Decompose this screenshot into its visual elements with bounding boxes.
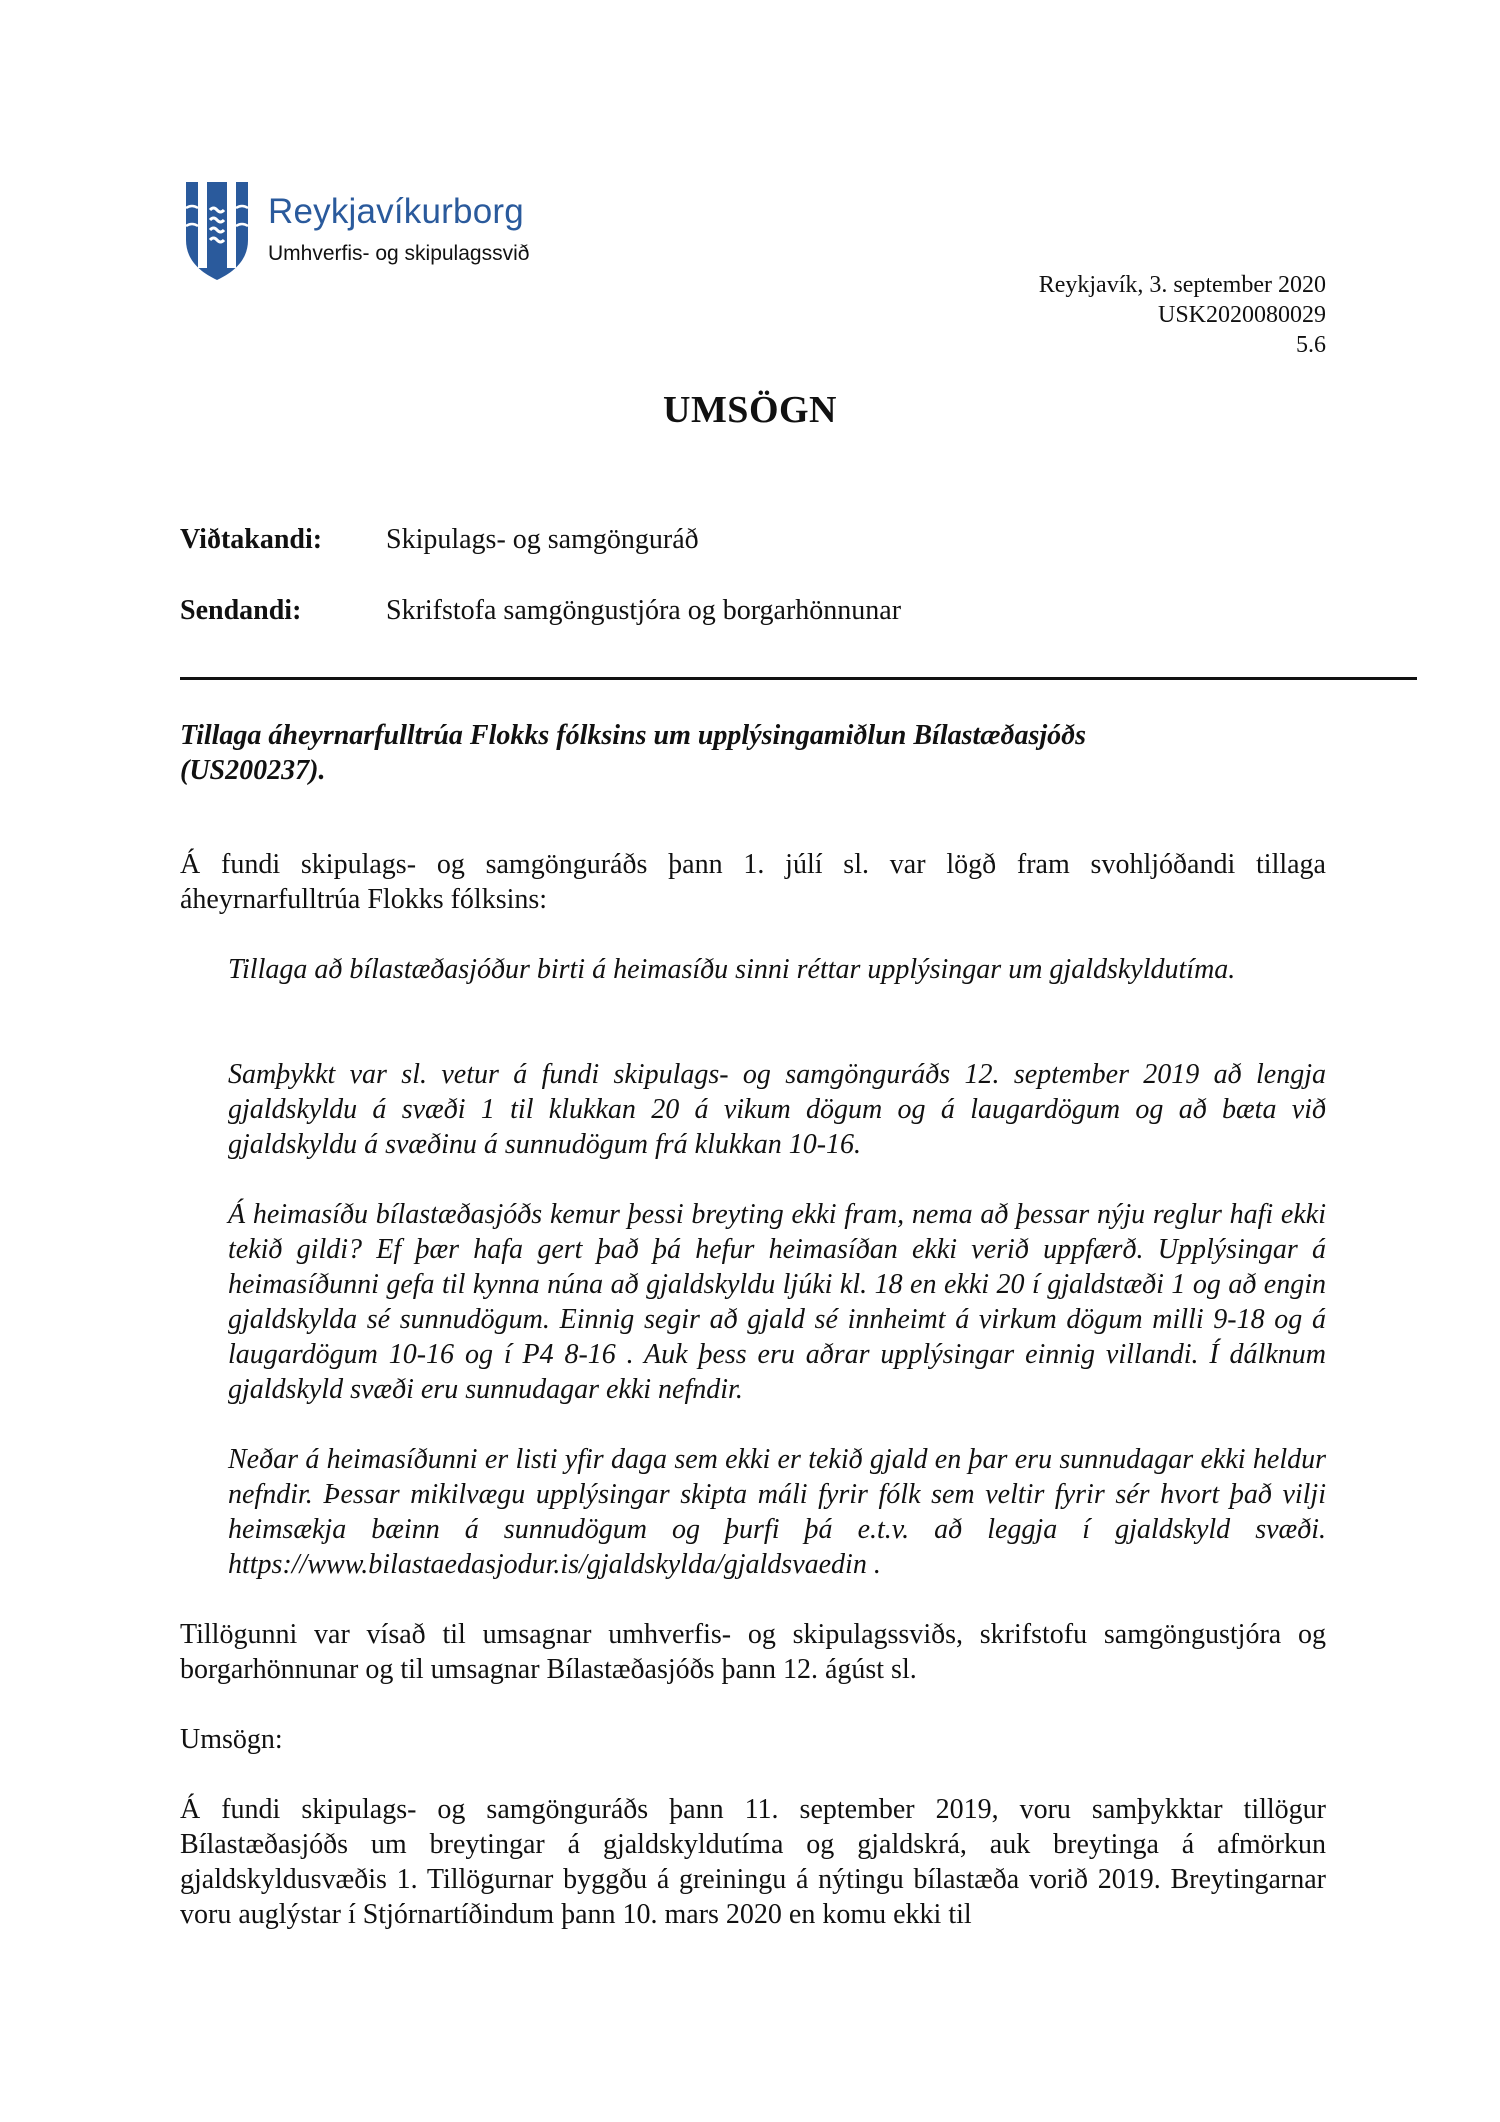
sender-label: Sendandi: xyxy=(180,595,302,626)
recipient-label: Viðtakandi: xyxy=(180,524,323,555)
subject-heading: Tillaga áheyrnarfulltrúa Flokks fólksins um upplýsingamiðlun Bílastæðasjóðs (US200237). xyxy=(180,720,1087,786)
quote-paragraph-3: Á heimasíðu bílastæðasjóðs kemur þessi breyting ekki fram, nema að þessar nýju reglur hafi ekki tekið gildi? Ef þær hafa gert það þá hefur heimasíðan ekki verið uppfærð. Upplýsingar á heimasíðunni gefa til kynna núna að gjaldskyldu ljúki kl. 18 en ekki 20 í gjaldstæði 1 og að engin gjaldskylda sé sunnudögum. Einnig segir að gjald sé innheimt á virkum dögum milli 9-18 og á laugardögum 10-16 og í P4 8-16 . Auk þess eru aðrar upplýsingar einnig villandi. Í dálknum gjaldskyld svæði eru sunnudagar ekki nefndir. xyxy=(228,1199,1326,1405)
quote-paragraph-1: Tillaga að bílastæðasjóður birti á heimasíðu sinni réttar upplýsingar um gjaldskyldutíma. xyxy=(228,954,1236,985)
case-number: USK2020080029 xyxy=(1157,302,1326,328)
coat-of-arms-icon xyxy=(184,178,250,282)
quote-paragraph-2: Samþykkt var sl. vetur á fundi skipulags- og samgönguráðs 12. september 2019 að lengja gjaldskyldu á svæði 1 til klukkan 20 á vikum dögum og á laugardögum og að bæta við gjaldskyldu á svæðinu á sunnudögum frá klukkan 10-16. xyxy=(228,1059,1326,1160)
quote-paragraph-4: Neðar á heimasíðunni er listi yfir daga sem ekki er tekið gjald en þar eru sunnudagar ekki heldur nefndir. Þessar mikilvægu upplýsingar skipta máli fyrir fólk sem veltir fyrir sér hvort það vilji heimsækja bæinn á sunnudögum og þurfi þá e.t.v. að leggja í gjaldskyld svæði. https://www.bilastaedasjodur.is/gjaldskylda/gjaldsvaedin . xyxy=(228,1444,1326,1580)
recipient-value: Skipulags- og samgönguráð xyxy=(386,524,699,555)
logo-name: Reykjavíkurborg xyxy=(268,192,524,231)
referral-paragraph: Tillögunni var vísað til umsagnar umhverfis- og skipulagssviðs, skrifstofu samgöngustjóra og borgarhönnunar og til umsagnar Bílastæðasjóðs þann 12. ágúst sl. xyxy=(180,1619,1326,1685)
sender-value: Skrifstofa samgöngustjóra og borgarhönnunar xyxy=(386,595,902,626)
reykjavik-logo xyxy=(184,178,564,288)
document-meta xyxy=(1039,270,1326,360)
logo-department: Umhverfis- og skipulagssvið xyxy=(268,242,530,265)
header-divider xyxy=(180,677,1417,680)
agenda-item: 5.6 xyxy=(1296,332,1326,358)
document-title: UMSÖGN xyxy=(663,389,837,431)
final-paragraph: Á fundi skipulags- og samgönguráðs þann 11. september 2019, voru samþykktar tillögur Bílastæðasjóðs um breytingar á gjaldskyldutíma og gjaldskrá, auk breytinga á afmörkun gjaldskyldusvæðis 1. Tillögurnar byggðu á greiningu á nýtingu bílastæða vorið 2019. Breytingarnar voru auglýstar í Stjórnartíðindum þann 10. mars 2020 en komu ekki til xyxy=(180,1794,1326,1930)
intro-paragraph: Á fundi skipulags- og samgönguráðs þann 1. júlí sl. var lögð fram svohljóðandi tillaga áheyrnarfulltrúa Flokks fólksins: xyxy=(180,849,1326,915)
document-date: Reykjavík, 3. september 2020 xyxy=(1038,272,1326,298)
umsogn-heading: Umsögn: xyxy=(180,1724,283,1755)
